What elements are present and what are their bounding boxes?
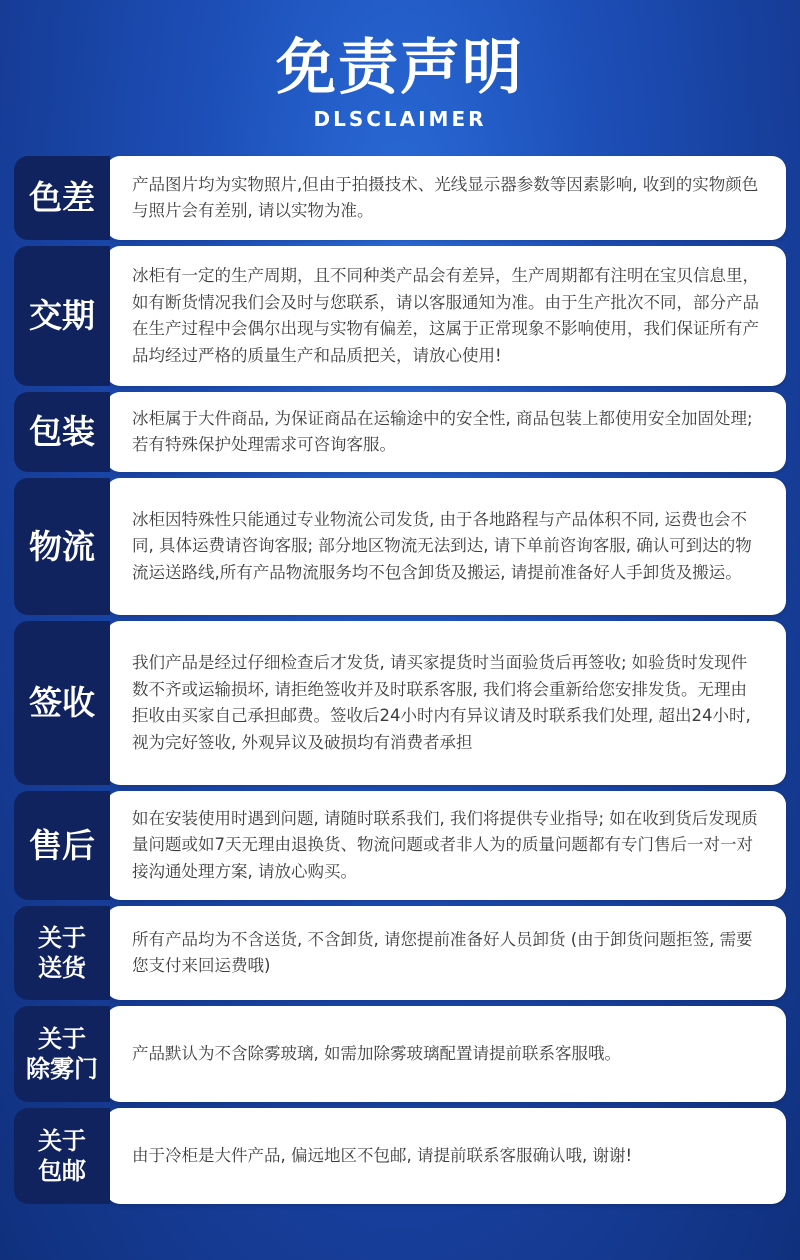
section-label-line: 关于: [38, 1127, 86, 1155]
section-text: 冰柜因特殊性只能通过专业物流公司发货, 由于各地路程与产品体积不同, 运费也会不同, 具体运费请咨询客服; 部分地区物流无法到达, 请下单前咨询客服, 确认可到达的物流运送路线,所有产品物流服务均不包含卸货及搬运, 请提前准备好人手卸货及搬运。: [132, 509, 752, 582]
page-title: 免责声明: [276, 33, 524, 103]
section-after-sales: [14, 791, 786, 900]
section-about-defog-door: [14, 1006, 786, 1102]
page-subtitle: DLSCLAIMER: [313, 107, 487, 131]
section-label: [14, 906, 110, 1000]
section-label-line: 物流: [29, 526, 95, 566]
section-text: 冰柜属于大件商品, 为保证商品在运输途中的安全性, 商品包装上都使用安全加固处理; 若有特殊保护处理需求可咨询客服。: [132, 408, 753, 454]
section-text: 我们产品是经过仔细检查后才发货, 请买家提货时当面验货后再签收; 如验货时发现件数不齐或运输损坏, 请拒绝签收并及时联系客服, 我们将会重新给您安排发货。无理由拒收由买家自己承担邮费。签收后24小时内有异议请及时联系我们处理, 超出24小时, 视为完好签收, 外观异议及破损均有消费者承担: [132, 653, 751, 752]
section-card: [106, 1006, 786, 1102]
section-label: [14, 156, 110, 240]
section-color-difference: [14, 156, 786, 240]
section-text: 冰柜有一定的生产周期，且不同种类产品会有差异，生产周期都有注明在宝贝信息里，如有断货情况我们会及时与您联系，请以客服通知为准。由于生产批次不同，部分产品在生产过程中会偶尔出现与实物有偏差，这属于正常现象不影响使用，我们保证所有产品均经过严格的质量生产和品质把关，请放心使用!: [132, 266, 759, 365]
section-packaging: [14, 392, 786, 472]
section-text: 所有产品均为不含送货, 不含卸货, 请您提前准备好人员卸货 (由于卸货问题拒签, 需要您支付来回运费哦): [132, 929, 753, 975]
section-label-line: 包邮: [38, 1157, 86, 1185]
section-delivery-period: [14, 246, 786, 386]
section-label: [14, 478, 110, 615]
section-about-delivery: [14, 906, 786, 1000]
section-label: [14, 621, 110, 785]
section-logistics: [14, 478, 786, 615]
section-text: 产品默认为不含除雾玻璃, 如需加除雾玻璃配置请提前联系客服哦。: [132, 1043, 621, 1063]
section-card: [106, 246, 786, 386]
section-card: [106, 156, 786, 240]
section-card: [106, 478, 786, 615]
section-about-free-shipping: [14, 1108, 786, 1204]
section-label-line: 交期: [29, 296, 95, 335]
section-card: [106, 392, 786, 472]
section-label-line: 除雾门: [26, 1055, 98, 1083]
section-label: [14, 1006, 110, 1102]
section-label-line: 售后: [29, 825, 95, 865]
section-label: [14, 791, 110, 900]
section-label: [14, 1108, 110, 1204]
section-card: [106, 906, 786, 1000]
section-sign-receipt: [14, 621, 786, 785]
section-text: 由于冷柜是大件产品, 偏远地区不包邮, 请提前联系客服确认哦, 谢谢!: [132, 1145, 633, 1165]
header: [0, 0, 800, 150]
section-label-line: 包装: [29, 412, 95, 451]
section-label-line: 关于: [38, 924, 86, 952]
section-label: [14, 246, 110, 386]
section-text: 如在安装使用时遇到问题, 请随时联系我们, 我们将提供专业指导; 如在收到货后发现质量问题或如7天无理由退换货、物流问题或者非人为的质量问题都有专门售后一对一对接沟通处理方案, 请放心购买。: [132, 808, 758, 881]
section-label-line: 送货: [38, 954, 86, 982]
section-label-line: 色差: [29, 178, 95, 217]
section-text: 产品图片均为实物照片,但由于拍摄技术、光线显示器参数等因素影响, 收到的实物颜色与照片会有差别, 请以实物为准。: [132, 174, 759, 220]
section-label-line: 关于: [38, 1025, 86, 1053]
section-card: [106, 621, 786, 785]
section-card: [106, 791, 786, 900]
section-label-line: 签收: [29, 683, 95, 722]
section-card: [106, 1108, 786, 1204]
section-label: [14, 392, 110, 472]
